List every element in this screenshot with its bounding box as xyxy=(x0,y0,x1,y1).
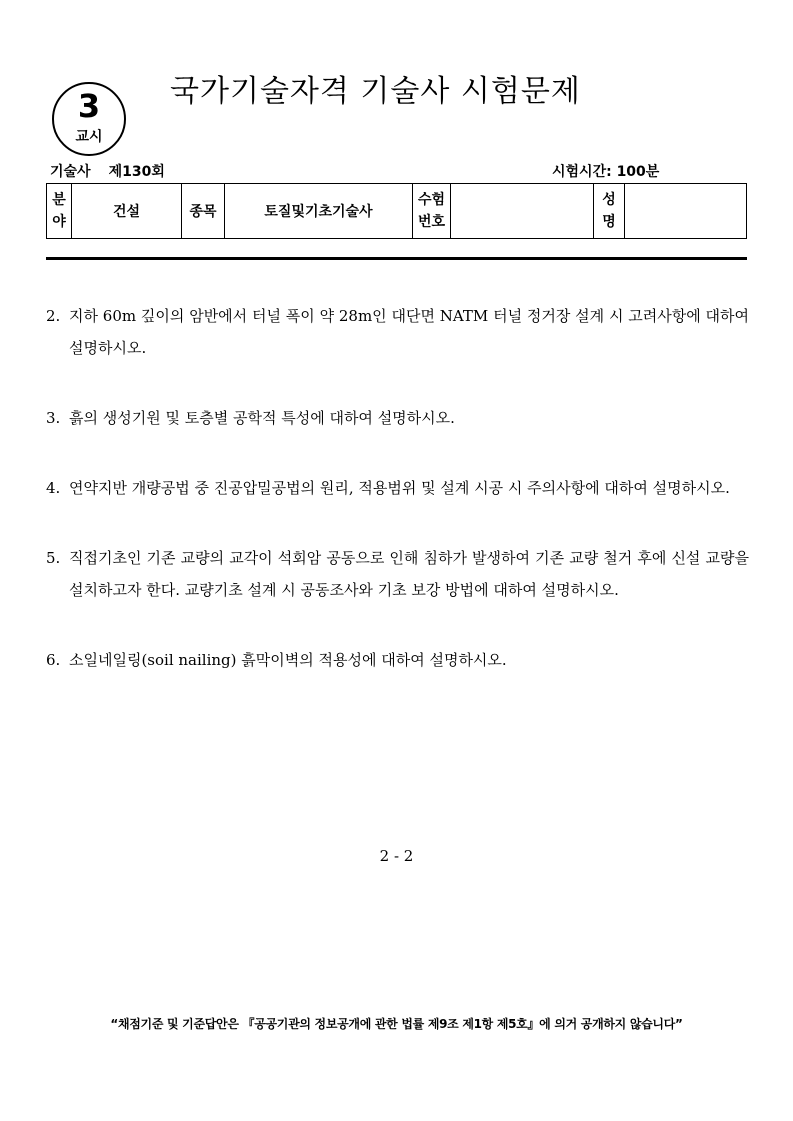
question-number: 6. xyxy=(46,651,61,669)
name-label-cell xyxy=(594,184,625,239)
type-label-cell xyxy=(182,184,225,239)
field-value-cell xyxy=(72,184,182,239)
header-divider xyxy=(46,257,747,260)
name-label-bottom: 명 xyxy=(602,214,616,230)
question-list xyxy=(46,300,749,714)
page-number: 2 - 2 xyxy=(379,847,414,865)
field-label-bottom: 야 xyxy=(52,214,66,230)
type-label: 종목 xyxy=(189,204,217,220)
field-value: 건설 xyxy=(112,204,141,220)
page-title: 국가기술자격 기술사 시험문제 xyxy=(170,74,581,109)
question-text: 직접기초인 기존 교량의 교각이 석회암 공동으로 인해 침하가 발생하여 기존 교량 철거 후에 신설 교량을 설치하고자 한다. 교량기초 설계 시 공동조사와 기초 보강 방법에 대하여 설명하시오. xyxy=(69,549,749,599)
field-label-top: 분 xyxy=(52,192,66,208)
exam-round: 제130회 xyxy=(108,164,165,180)
name-field[interactable] xyxy=(625,184,747,239)
name-label-top: 성 xyxy=(602,192,616,208)
question-item xyxy=(46,402,749,434)
exam-no-label-bottom: 번호 xyxy=(417,214,446,230)
type-value: 토질및기초기술사 xyxy=(264,204,373,220)
question-number: 2. xyxy=(46,307,61,325)
exam-info-table xyxy=(46,183,747,239)
question-item xyxy=(46,644,749,676)
type-value-cell xyxy=(225,184,413,239)
question-text: 지하 60m 깊이의 암반에서 터널 폭이 약 28m인 대단면 NATM 터널 정거장 설계 시 고려사항에 대하여 설명하시오. xyxy=(69,307,749,357)
question-text: 연약지반 개량공법 중 진공압밀공법의 원리, 적용범위 및 설계 시공 시 주의사항에 대하여 설명하시오. xyxy=(69,479,730,497)
session-label: 교시 xyxy=(75,129,103,145)
exam-meta xyxy=(50,162,165,182)
exam-no-field[interactable] xyxy=(451,184,594,239)
question-item xyxy=(46,300,749,364)
question-text: 흙의 생성기원 및 토층별 공학적 특성에 대하여 설명하시오. xyxy=(69,409,455,427)
exam-no-label-cell xyxy=(413,184,451,239)
session-number: 3 xyxy=(77,87,101,125)
question-number: 4. xyxy=(46,479,61,497)
question-item xyxy=(46,472,749,504)
field-label-cell xyxy=(47,184,72,239)
question-item xyxy=(46,542,749,606)
exam-no-label-top: 수험 xyxy=(417,192,446,208)
exam-category: 기술사 xyxy=(50,164,91,180)
question-text: 소일네일링(soil nailing) 흙막이벽의 적용성에 대하여 설명하시오. xyxy=(69,651,507,669)
question-number: 5. xyxy=(46,549,61,567)
question-number: 3. xyxy=(46,409,61,427)
exam-time: 시험시간: 100분 xyxy=(552,164,660,180)
session-badge xyxy=(52,82,126,156)
footer-notice: “채점기준 및 기준답안은 『공공기관의 정보공개에 관한 법률 제9조 제1항 제5호』에 의거 공개하지 않습니다” xyxy=(110,1017,683,1031)
